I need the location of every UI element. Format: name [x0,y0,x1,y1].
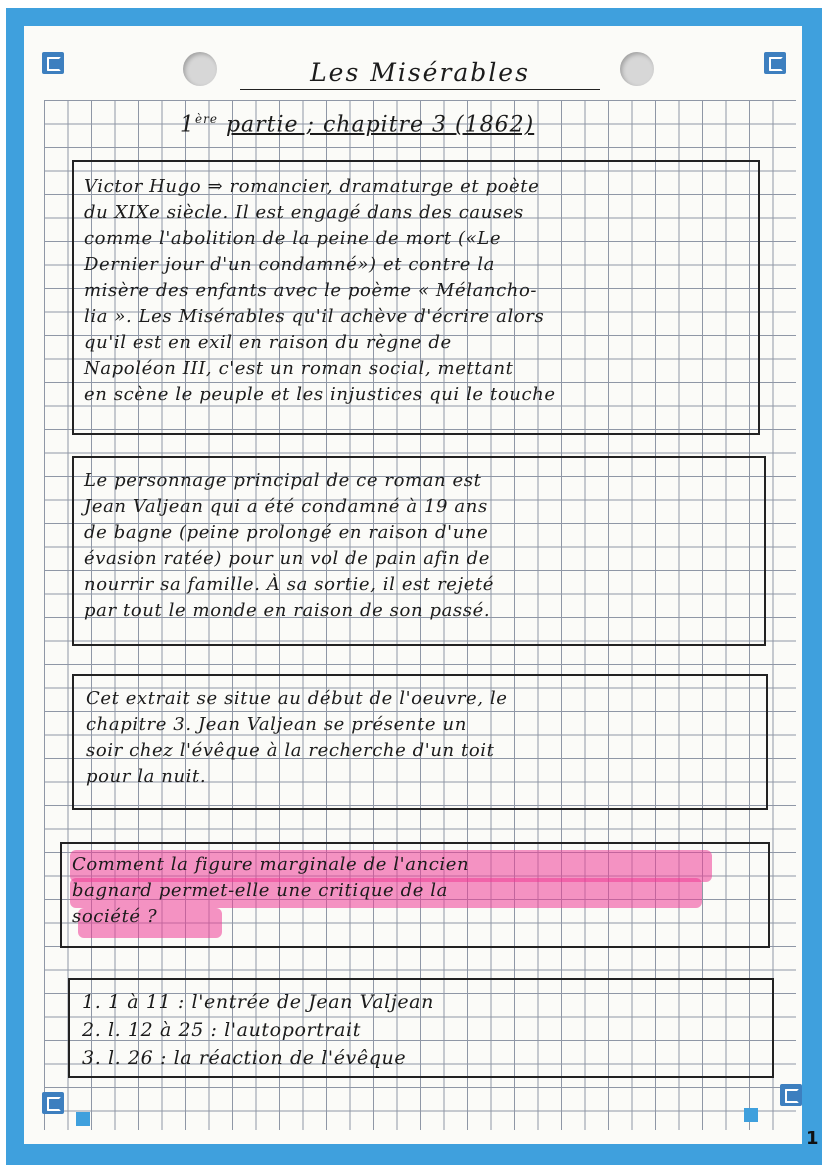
corner-mark-bottom-right-icon [780,1084,802,1106]
problematic-question-box [60,842,770,948]
text-line: évasion ratée) pour un vol de pain afin de [84,548,491,569]
text-line: misère des enfants avec le poème « Mélancho- [84,280,538,301]
subtitle-ordinal-sup: ère [195,112,218,126]
text-line: Napoléon III, c'est un roman social, mettant [84,358,514,379]
text-line: soir chez l'évêque à la recherche d'un toit [86,740,495,761]
text-line: chapitre 3. Jean Valjean se présente un [86,714,467,735]
outline-item: 2. l. 12 à 25 : l'autoportrait [82,1019,361,1041]
corner-mark-top-left-icon [42,52,64,74]
marker-square-left [76,1112,90,1126]
text-line: Cet extrait se situe au début de l'oeuvre, le [86,688,508,709]
extract-situation-box [72,674,768,810]
text-line: bagnard permet-elle une critique de la [72,880,448,901]
subtitle [180,112,534,137]
text-line: lia ». Les Misérables qu'il achève d'écrire alors [84,306,545,327]
text-line: du XIXe siècle. Il est engagé dans des causes [84,202,524,223]
text-line: nourrir sa famille. À sa sortie, il est rejeté [84,574,495,595]
text-line: Dernier jour d'un condamné») et contre la [84,254,495,275]
page-number: 1 [806,1128,819,1149]
text-line: par tout le monde en raison de son passé. [84,600,491,621]
text-line: de bagne (peine prolongé en raison d'une [84,522,489,543]
subtitle-rest: partie ; chapitre 3 (1862) [225,112,535,138]
text-line: en scène le peuple et les injustices qui le touche [84,384,556,405]
punch-hole-right [620,52,654,86]
outline-box [68,978,774,1078]
author-context-box [72,160,760,435]
corner-mark-bottom-left-icon [42,1092,64,1114]
outline-item: 3. l. 26 : la réaction de l'évêque [82,1047,407,1069]
text-line: pour la nuit. [86,766,207,787]
text-line: comme l'abolition de la peine de mort («Le [84,228,502,249]
outline-item: 1. 1 à 11 : l'entrée de Jean Valjean [82,991,434,1013]
subtitle-ordinal: 1 [180,112,195,138]
text-line: Jean Valjean qui a été condamné à 19 ans [84,496,488,517]
text-line: Victor Hugo ⇒ romancier, dramaturge et poète [84,176,540,197]
corner-mark-top-right-icon [764,52,786,74]
page-title: Les Misérables [240,58,600,90]
text-line: société ? [72,906,158,927]
punch-hole-left [183,52,217,86]
text-line: Comment la figure marginale de l'ancien [72,854,470,875]
text-line: qu'il est en exil en raison du règne de [84,332,452,353]
character-box [72,456,766,646]
text-line: Le personnage principal de ce roman est [84,470,482,491]
marker-square-right [744,1108,758,1122]
